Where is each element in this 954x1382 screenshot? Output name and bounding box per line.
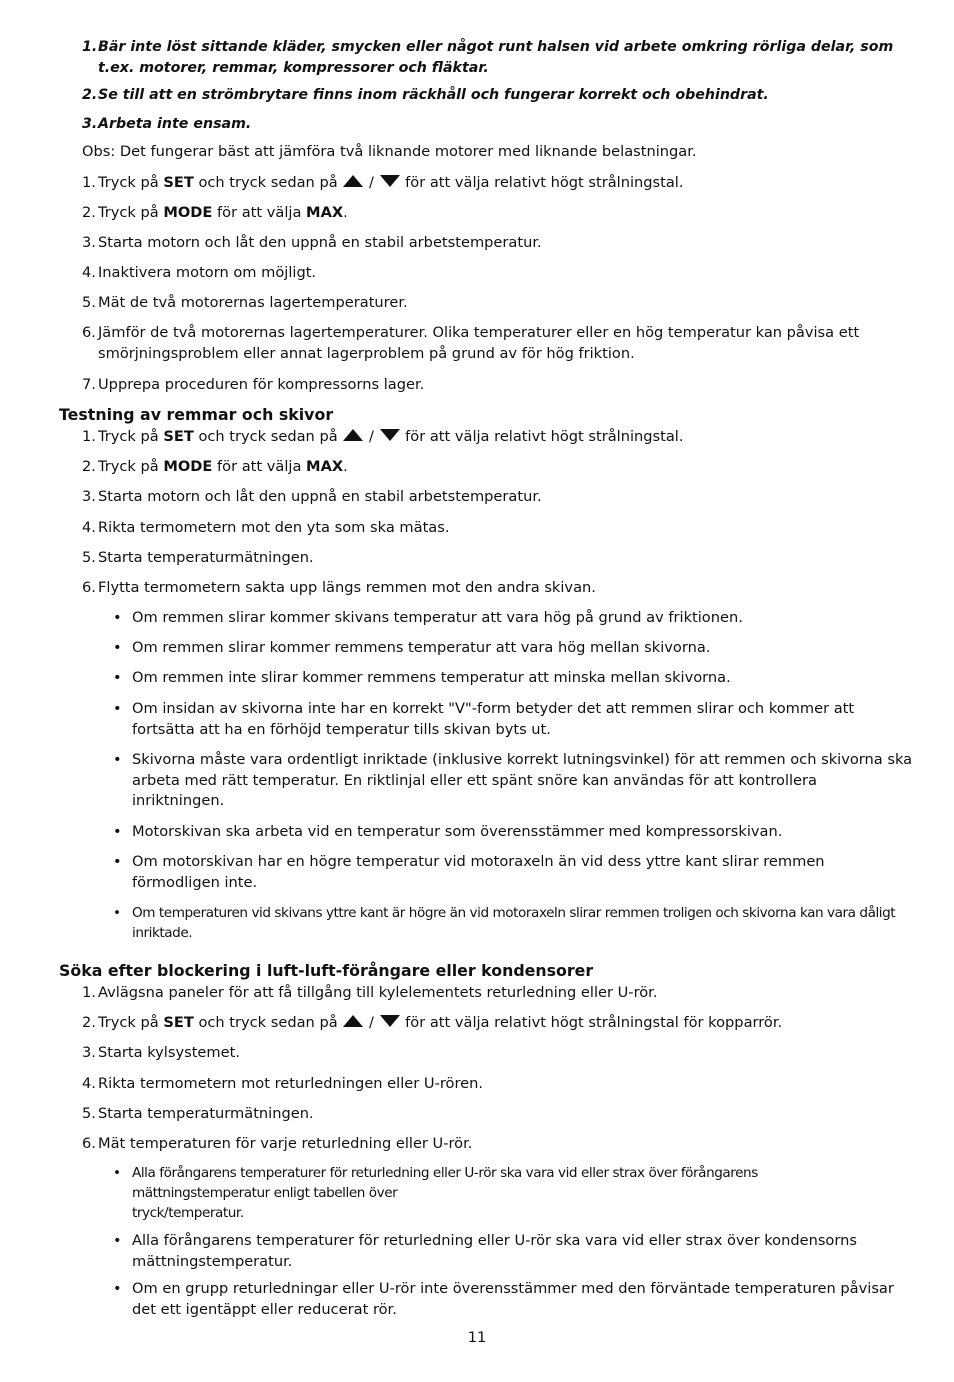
max-label: MAX — [306, 458, 344, 475]
bullet-item: • Om en grupp returledningar eller U-rör inte överensstämmer med den förväntade temperaturen påvisar det ett igentäppt eller reducerat rör. — [113, 1280, 894, 1318]
warning-item: 2. Se till att en strömbrytare finns inom räckhåll och fungerar korrekt och obehindrat. — [82, 87, 769, 103]
note-text: Obs: Det fungerar bäst att jämföra två liknande motorer med liknande belastningar. — [82, 143, 697, 160]
down-arrow-icon — [379, 1014, 401, 1028]
down-arrow-icon — [379, 428, 401, 442]
step-item: 1. Tryck på SET och tryck sedan på / för att välja relativt högt strålningstal. — [82, 428, 684, 445]
bullet-item: • Om remmen inte slirar kommer remmens temperatur att minska mellan skivorna. — [113, 669, 731, 686]
up-arrow-icon — [342, 1014, 364, 1028]
set-key-label: SET — [163, 174, 194, 191]
step-item: 3. Starta motorn och låt den uppnå en stabil arbetstemperatur. — [82, 488, 542, 505]
step-item: 4. Rikta termometern mot den yta som ska mätas. — [82, 519, 450, 536]
up-arrow-icon — [342, 428, 364, 442]
step-item: 2. Tryck på MODE för att välja MAX. — [82, 458, 348, 475]
step-item: 1. Tryck på SET och tryck sedan på / för att välja relativt högt strålningstal. — [82, 174, 684, 191]
set-key-label: SET — [163, 1014, 194, 1031]
section-heading: Söka efter blockering i luft-luft-förångare eller kondensorer — [59, 961, 594, 980]
step-item: 5. Starta temperaturmätningen. — [82, 549, 314, 566]
bullet-item: • Motorskivan ska arbeta vid en temperatur som överensstämmer med kompressorskivan. — [113, 823, 783, 840]
step-item: 4. Inaktivera motorn om möjligt. — [82, 264, 317, 281]
step-item: 6. Flytta termometern sakta upp längs remmen mot den andra skivan. — [82, 579, 596, 596]
bullet-item: • Om temperaturen vid skivans yttre kant är högre än vid motoraxeln slirar remmen troligen och skivorna kan vara dåligt inriktade. — [113, 905, 896, 941]
step-item: 6. Mät temperaturen för varje returledning eller U-rör. — [82, 1135, 473, 1152]
set-key-label: SET — [163, 428, 194, 445]
step-item: 2. Tryck på MODE för att välja MAX. — [82, 204, 348, 221]
mode-key-label: MODE — [163, 204, 213, 221]
step-item: 3. Starta kylsystemet. — [82, 1044, 240, 1061]
mode-key-label: MODE — [163, 458, 213, 475]
bullet-item: • Om remmen slirar kommer skivans temperatur att vara hög på grund av friktionen. — [113, 609, 743, 626]
step-item: 5. Mät de två motorernas lagertemperaturer. — [82, 294, 408, 311]
page-number: 11 — [467, 1329, 487, 1346]
bullet-item: • Om insidan av skivorna inte har en korrekt "V"-form betyder det att remmen slirar och kommer att fortsätta att ha en förhöjd temperatur tills skivan byts ut. — [113, 700, 855, 738]
up-arrow-icon — [342, 174, 364, 188]
section-heading: Testning av remmar och skivor — [59, 405, 334, 424]
bullet-item: • Om motorskivan har en högre temperatur vid motoraxeln än vid dess yttre kant slirar remmen förmodligen inte. — [113, 853, 825, 891]
step-item: 7. Upprepa proceduren för kompressorns lager. — [82, 376, 425, 393]
step-item: 5. Starta temperaturmätningen. — [82, 1105, 314, 1122]
bullet-item: • Alla förångarens temperaturer för returledning eller U-rör ska vara vid eller strax över förångarens mättningstemperatur enligt tabellen över tryck/temperatur. — [113, 1165, 758, 1221]
step-item: 6. Jämför de två motorernas lagertemperaturer. Olika temperaturer eller en hög temperatur kan påvisa ett smörjningsproblem eller annat lagerproblem på grund av för hög friktion. — [82, 324, 860, 362]
bullet-item: • Alla förångarens temperaturer för returledning eller U-rör ska vara vid eller strax över kondensorns mättningstemperatur. — [113, 1232, 857, 1270]
warning-item: 1. Bär inte löst sittande kläder, smycken eller något runt halsen vid arbete omkring rörliga delar, som t.ex. motorer, remmar, kompressorer och fläktar. — [82, 39, 894, 76]
step-item: 4. Rikta termometern mot returledningen eller U-rören. — [82, 1075, 483, 1092]
down-arrow-icon — [379, 174, 401, 188]
warning-item: 3. Arbeta inte ensam. — [82, 116, 252, 132]
max-label: MAX — [306, 204, 344, 221]
step-item: 3. Starta motorn och låt den uppnå en stabil arbetstemperatur. — [82, 234, 542, 251]
step-item: 2. Tryck på SET och tryck sedan på / för att välja relativt högt strålningstal för kopparrör. — [82, 1014, 783, 1031]
step-item: 1. Avlägsna paneler för att få tillgång till kylelementets returledning eller U-rör. — [82, 984, 658, 1001]
bullet-item: • Skivorna måste vara ordentligt inriktade (inklusive korrekt lutningsvinkel) för att remmen och skivorna ska arbeta med rätt temperatur. En riktlinjal eller ett spänt snöre kan användas för att kontrollera inriktningen. — [113, 751, 913, 809]
bullet-item: • Om remmen slirar kommer remmens temperatur att vara hög mellan skivorna. — [113, 639, 711, 656]
